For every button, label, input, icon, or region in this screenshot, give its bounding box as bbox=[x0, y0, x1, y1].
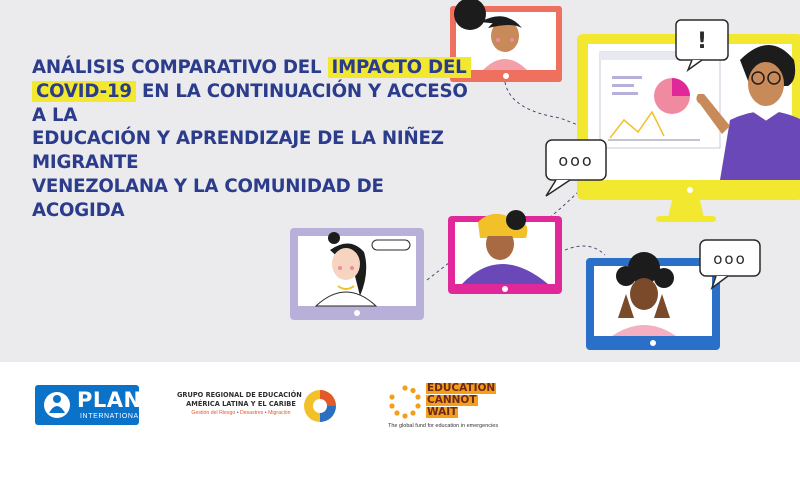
ecw-word-2: CANNOT bbox=[427, 394, 477, 406]
grupo-tag-3: Migración bbox=[268, 410, 291, 416]
page-title bbox=[32, 56, 472, 223]
grupo-line-1: GRUPO REGIONAL DE EDUCACIÓN bbox=[177, 391, 302, 399]
video-frame-lavender bbox=[290, 228, 424, 320]
plan-international-logo bbox=[35, 385, 144, 425]
grupo-tag-1: Gestión del Riesgo bbox=[191, 410, 236, 416]
ecw-ring-icon bbox=[388, 385, 422, 419]
grupo-emblem-icon bbox=[302, 388, 338, 424]
plan-wordmark: PLAN bbox=[77, 388, 142, 412]
title-line-2 bbox=[32, 80, 472, 128]
plan-person-icon bbox=[35, 385, 75, 425]
plan-subtitle: INTERNATIONAL bbox=[80, 413, 144, 420]
grupo-tag-2: Desastres bbox=[239, 410, 264, 416]
ecw-tagline: The global fund for education in emergencies bbox=[388, 423, 499, 429]
ecw-word-1: EDUCATION bbox=[427, 382, 496, 394]
title-line-1 bbox=[32, 56, 472, 80]
alert-glyph: ! bbox=[696, 29, 708, 54]
grupo-sep-1: • bbox=[236, 410, 239, 416]
title-line-1-pre: ANÁLISIS COMPARATIVO DEL bbox=[32, 57, 328, 78]
chat-dots: ooo bbox=[558, 151, 594, 170]
video-frame-yellow-monitor bbox=[577, 34, 800, 222]
title-highlight-1: IMPACTO DEL bbox=[328, 57, 471, 78]
grupo-tags bbox=[177, 409, 305, 417]
grupo-sep-2: • bbox=[264, 410, 267, 416]
ecw-word-3: WAIT bbox=[427, 406, 458, 418]
title-line-2-post: EN LA CONTINUACIÓN Y ACCESO A LA bbox=[32, 80, 468, 126]
title-line-4: VENEZOLANA Y LA COMUNIDAD DE ACOGIDA bbox=[32, 175, 384, 221]
grupo-line-2: AMÉRICA LATINA Y EL CARIBE bbox=[186, 400, 296, 408]
footer-logos bbox=[0, 362, 800, 448]
ecw-wordmark bbox=[426, 383, 496, 419]
chat-dots-right: ooo bbox=[713, 250, 747, 268]
title-line-3: EDUCACIÓN Y APRENDIZAJE DE LA NIÑEZ MIGRANTE bbox=[32, 128, 444, 174]
title-highlight-2: COVID-19 bbox=[32, 81, 136, 102]
video-frame-magenta bbox=[448, 210, 562, 294]
